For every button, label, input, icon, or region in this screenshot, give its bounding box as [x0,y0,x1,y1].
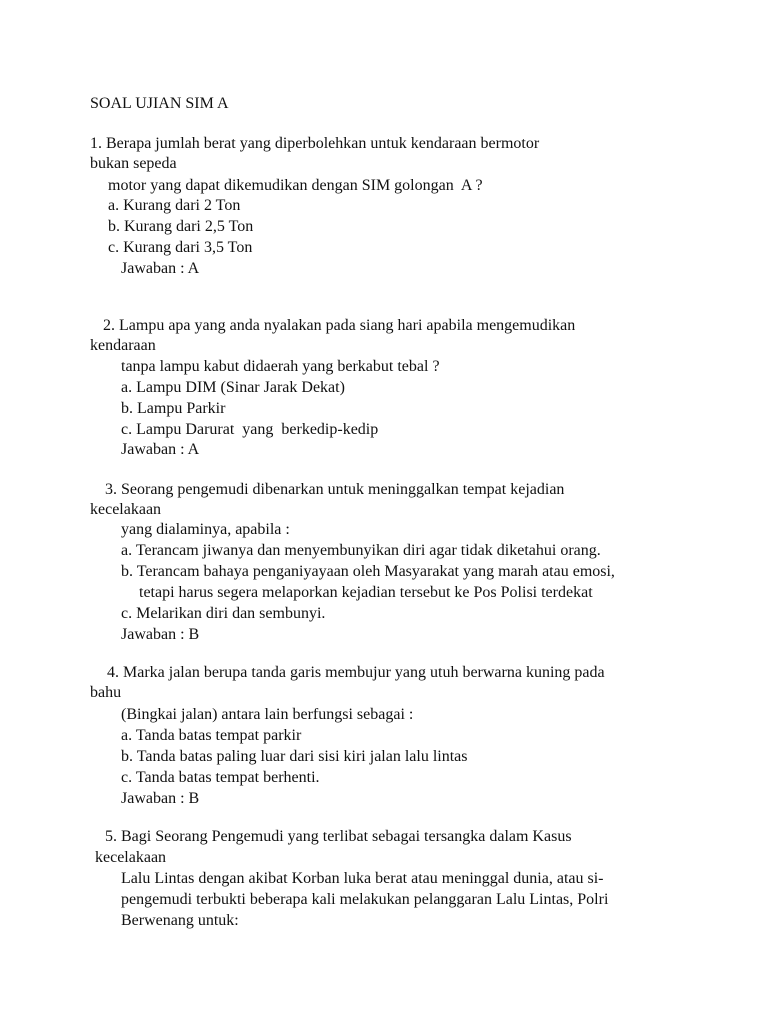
answer-option-a: a. Tanda batas tempat parkir [121,727,302,744]
question-text: 5. Bagi Seorang Pengemudi yang terlibat sebagai tersangka dalam Kasus [105,828,572,845]
answer-option-b: b. Kurang dari 2,5 Ton [108,218,254,235]
question-text: kecelakaan [90,501,162,518]
answer-key: Jawaban : A [121,260,200,277]
answer-option-b: b. Terancam bahaya penganiyayaan oleh Masyarakat yang marah atau emosi, [121,563,615,580]
question-text: (Bingkai jalan) antara lain berfungsi sebagai : [121,706,414,723]
question-text: tanpa lampu kabut didaerah yang berkabut tebal ? [121,358,440,375]
question-text: yang dialaminya, apabila : [121,521,290,538]
question-text: bahu [90,684,122,701]
question-text: kecelakaan [95,849,167,866]
answer-option-a: a. Lampu DIM (Sinar Jarak Dekat) [121,379,345,396]
answer-option-b: b. Tanda batas paling luar dari sisi kiri jalan lalu lintas [121,748,468,765]
question-text: motor yang dapat dikemudikan dengan SIM golongan A ? [108,177,483,194]
question-text: 4. Marka jalan berupa tanda garis membujur yang utuh berwarna kuning pada [107,664,605,681]
answer-key: Jawaban : A [121,441,200,458]
question-text: 1. Berapa jumlah berat yang diperbolehkan untuk kendaraan bermotor [90,135,540,152]
answer-option-b-continued: tetapi harus segera melaporkan kejadian tersebut ke Pos Polisi terdekat [139,584,593,601]
answer-key: Jawaban : B [121,626,200,643]
question-text: Berwenang untuk: [121,912,239,929]
answer-option-c: c. Lampu Darurat yang berkedip-kedip [121,421,379,438]
answer-option-c: c. Kurang dari 3,5 Ton [108,239,253,256]
question-text: kendaraan [90,337,156,354]
answer-option-b: b. Lampu Parkir [121,400,226,417]
question-text: Lalu Lintas dengan akibat Korban luka berat atau meninggal dunia, atau si- [121,870,604,887]
question-text: pengemudi terbukti beberapa kali melakukan pelanggaran Lalu Lintas, Polri [121,891,609,908]
document-title: SOAL UJIAN SIM A [90,95,229,112]
answer-option-a: a. Terancam jiwanya dan menyembunyikan diri agar tidak diketahui orang. [121,542,601,559]
answer-option-c: c. Tanda batas tempat berhenti. [121,769,320,786]
answer-option-a: a. Kurang dari 2 Ton [108,197,241,214]
question-text: 2. Lampu apa yang anda nyalakan pada siang hari apabila mengemudikan [103,317,576,334]
question-text: 3. Seorang pengemudi dibenarkan untuk meninggalkan tempat kejadian [105,481,565,498]
answer-option-c: c. Melarikan diri dan sembunyi. [121,605,326,622]
answer-key: Jawaban : B [121,790,200,807]
question-text: bukan sepeda [90,155,177,172]
